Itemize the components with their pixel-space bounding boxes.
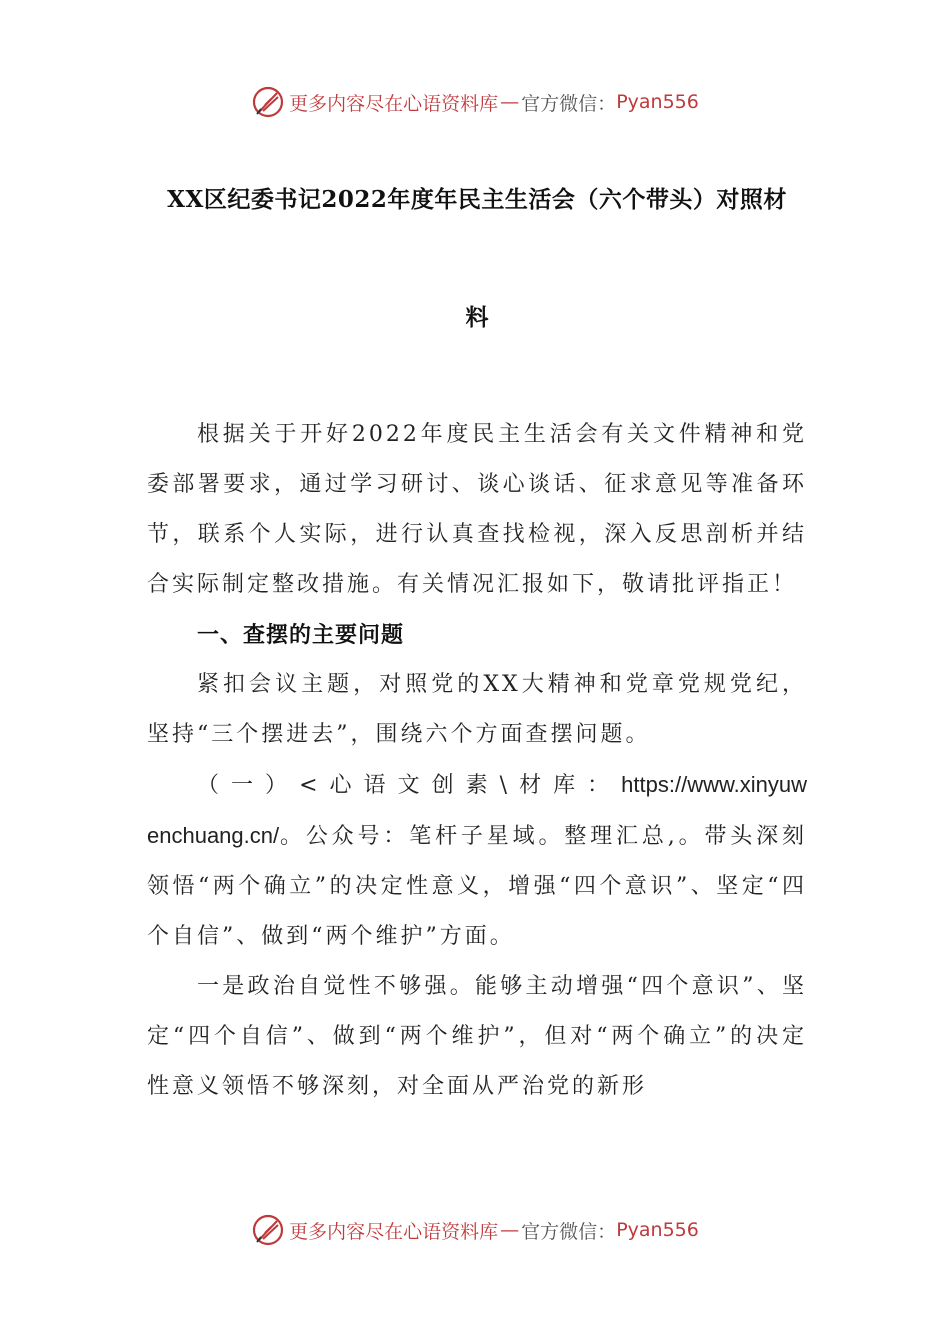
- banner-tagline: 更多内容尽在心语资料库: [289, 92, 499, 115]
- document-title-line-1: XX区纪委书记2022年度年民主生活会（六个带头）对照材: [167, 186, 787, 213]
- header-watermark-banner: [0, 80, 950, 124]
- paragraph-4: 一是政治自觉性不够强。能够主动增强“四个意识”、坚定“四个自信”、做到“两个维护”，但对“两个确立”的决定性意义领悟不够深刻，对全面从严治党的新形: [147, 974, 807, 1099]
- banner-dash: —: [500, 1219, 520, 1241]
- section-heading-1: 一、查摆的主要问题: [197, 622, 405, 648]
- footer-watermark-banner: [0, 1208, 950, 1252]
- source-url-link[interactable]: https://www.xinyuwenchuang.cn/: [147, 772, 807, 848]
- banner-label: 官方微信：: [521, 1220, 617, 1243]
- banner-tagline: 更多内容尽在心语资料库: [289, 1220, 499, 1243]
- quill-logo-icon: [251, 1213, 285, 1247]
- quill-logo-icon: [251, 85, 285, 119]
- document-body: [147, 410, 807, 1112]
- banner-handle: Pyan556: [616, 91, 699, 113]
- banner-handle: Pyan556: [616, 1219, 699, 1241]
- banner-dash: —: [500, 91, 520, 113]
- banner-label: 官方微信：: [521, 92, 617, 115]
- paragraph-3-prefix: （一）<心语文创素\材库：: [197, 773, 622, 798]
- document-title-line-2: 料: [465, 304, 489, 331]
- paragraph-3: [147, 760, 807, 962]
- paragraph-2: 紧扣会议主题，对照党的XX大精神和党章党规党纪，坚持“三个摆进去”，围绕六个方面查摆问题。: [147, 672, 807, 747]
- intro-paragraph: 根据关于开好2022年度民主生活会有关文件精神和党委部署要求，通过学习研讨、谈心谈话、征求意见等准备环节，联系个人实际，进行认真查找检视，深入反思剖析并结合实际制定整改措施。有关情况汇报如下，敬请批评指正！: [147, 422, 807, 597]
- paragraph-3-rest: 。公众号：笔杆子星域。整理汇总,。带头深刻领悟“两个确立”的决定性意义，增强“四个意识”、坚定“四个自信”、做到“两个维护”方面。: [147, 824, 807, 949]
